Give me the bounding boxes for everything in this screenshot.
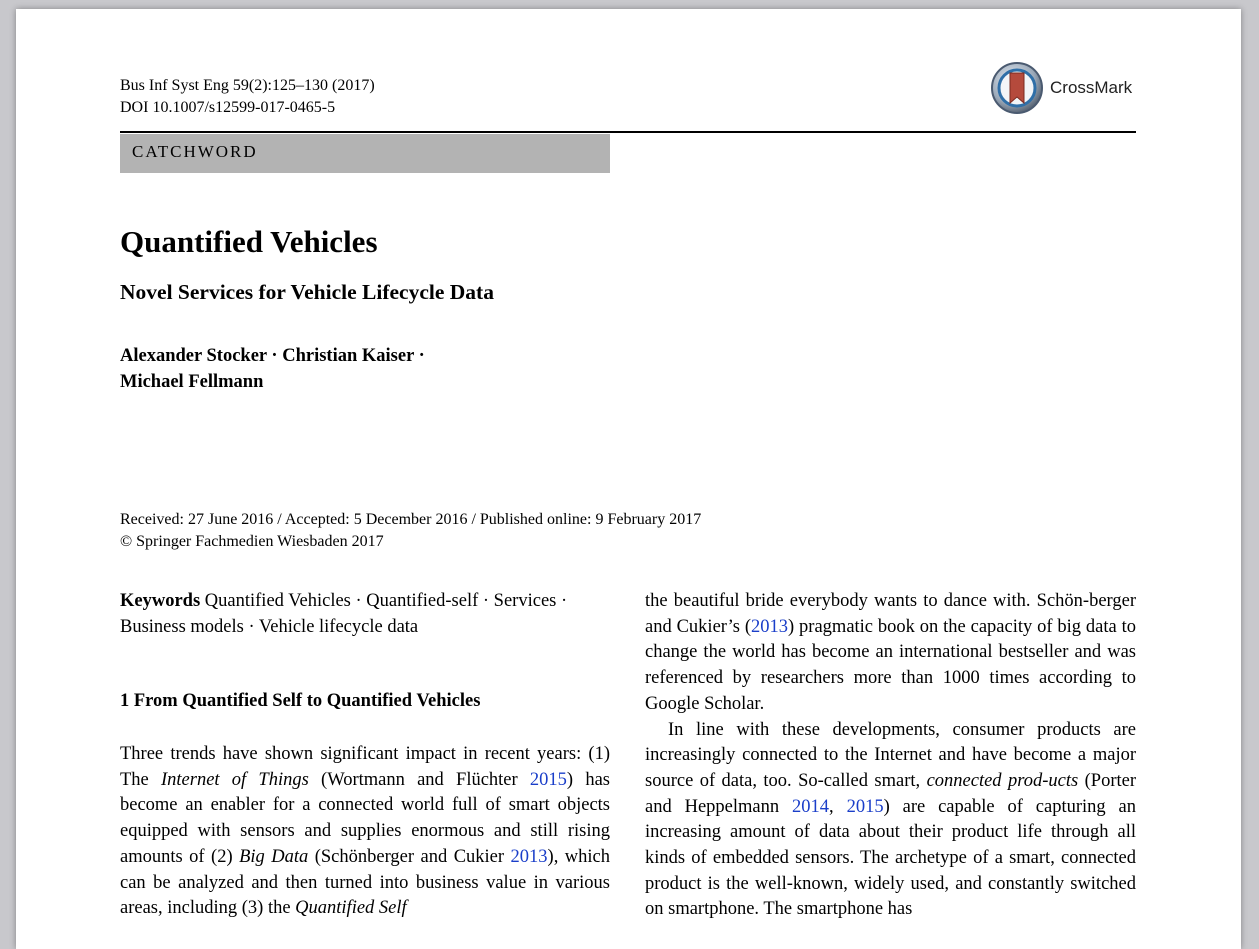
citation-link[interactable]: 2014 — [792, 796, 830, 817]
body-text: In line with these developments, consumer products are increasingly connected to the Internet and have become a major source of data, too. So-called smart, — [645, 719, 1136, 791]
citation-link[interactable]: 2013 — [510, 846, 548, 867]
author-separator: · — [266, 346, 283, 366]
article-title: Quantified Vehicles — [120, 224, 378, 259]
body-text: ) has become an enabler for a connected world full of smart objects equipped with sensors and supplies enormous and still rising amounts of (2) — [120, 769, 610, 867]
section-heading: 1 From Quantified Self to Quantified Vehicles — [120, 691, 481, 711]
pdf-page — [16, 9, 1241, 949]
crossmark-badge[interactable] — [990, 60, 1132, 116]
author-separator: · — [413, 346, 425, 366]
keywords-label: Keywords — [120, 591, 201, 611]
body-text: (Wortmann and Flüchter — [308, 769, 530, 790]
body-text: (Porter and Heppelmann — [645, 770, 1137, 817]
right-column — [645, 589, 1136, 923]
body-text: , — [829, 796, 847, 817]
body-text-italic: Big Data — [239, 846, 309, 867]
body-text-italic: connected prod-ucts — [926, 770, 1079, 791]
header-rule — [120, 131, 1136, 133]
section1-paragraph — [120, 742, 610, 922]
publication-dates — [120, 509, 701, 553]
citation-link[interactable]: 2015 — [846, 796, 884, 817]
keywords-block — [120, 589, 610, 640]
article-subtitle: Novel Services for Vehicle Lifecycle Data — [120, 280, 494, 304]
citation-link[interactable]: 2013 — [751, 616, 789, 637]
journal-citation — [120, 75, 375, 119]
body-text-italic: Internet of Things — [161, 769, 309, 790]
body-text: ) pragmatic book on the capacity of big data to change the world has become an international bestseller and was referenced by researchers more than 1000 times according to Google Scholar. — [645, 616, 1137, 714]
citation-link[interactable]: 2015 — [529, 769, 567, 790]
keywords-text: Quantified Vehicles · Quantified-self · Services · Business models · Vehicle lifecycle data — [120, 591, 568, 637]
author-name[interactable]: Alexander Stocker — [120, 346, 267, 366]
body-text: (Schönberger and Cukier — [308, 846, 511, 867]
body-text: ) are capable of capturing an increasing amount of data about their product life through all kinds of embedded sensors. The archetype of a smart, connected product is the well-known, widely used, and constantly switched on smartphone. The smartphone has — [645, 796, 1136, 920]
crossmark-label: CrossMark — [1050, 78, 1133, 97]
crossmark-icon — [990, 61, 1044, 115]
journal-line: Bus Inf Syst Eng 59(2):125–130 (2017) — [120, 77, 375, 94]
body-text-italic: Quantified Self — [295, 898, 407, 919]
catchword-label: CATCHWORD — [132, 142, 258, 161]
doi-line: DOI 10.1007/s12599-017-0465-5 — [120, 99, 336, 116]
author-list — [120, 343, 425, 395]
received-accepted-line: Received: 27 June 2016 / Accepted: 5 December 2016 / Published online: 9 February 2017 — [120, 511, 702, 528]
body-text: ), which can be analyzed and then turned into business value in various areas, including (3) the — [120, 846, 610, 919]
body-text: Three trends have shown significant impact in recent years: (1) The — [120, 744, 610, 790]
body-text: the beautiful bride everybody wants to dance with. Schön-berger and Cukier’s ( — [645, 591, 1136, 637]
copyright-line: © Springer Fachmedien Wiesbaden 2017 — [120, 533, 384, 550]
author-name[interactable]: Michael Fellmann — [120, 372, 264, 392]
author-name[interactable]: Christian Kaiser — [282, 346, 414, 366]
catchword-banner — [120, 134, 610, 173]
